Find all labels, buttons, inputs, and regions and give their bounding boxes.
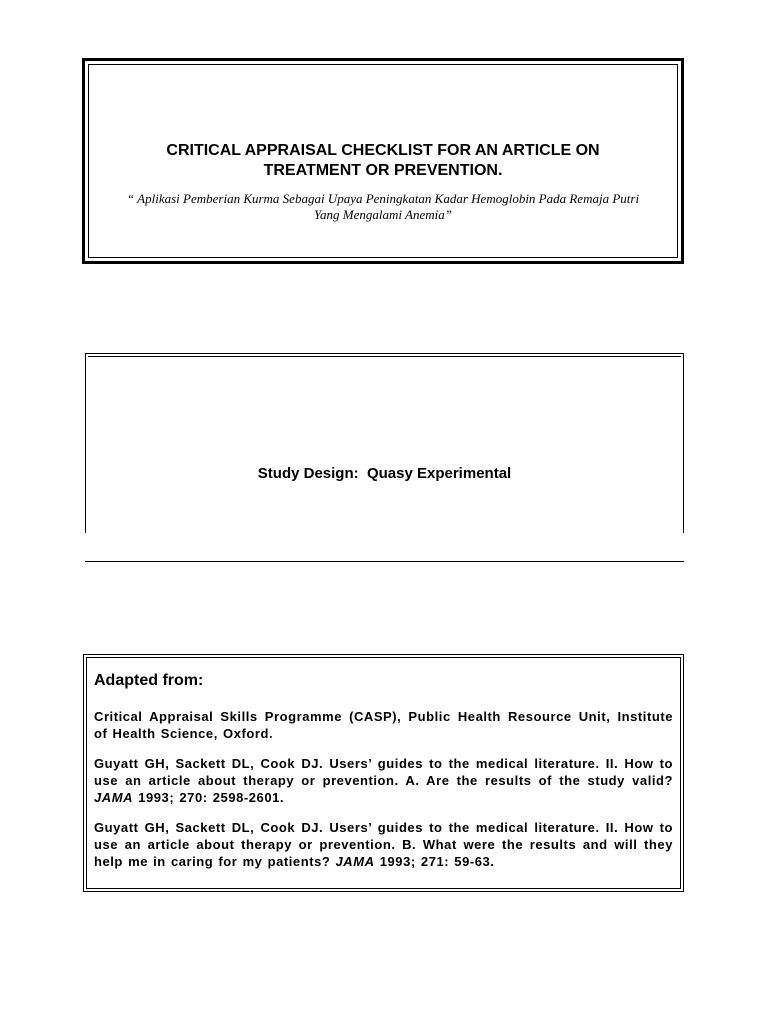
study-design-box [85, 353, 684, 533]
reference-guyatt-part-a [94, 755, 673, 806]
reference-guyatt-part-b [94, 819, 673, 870]
document-title [85, 141, 681, 181]
article-title-line-1: “ Aplikasi Pemberian Kurma Sebagai Upaya Peningkatan Kadar Hemoglobin Pada Remaja Putri [126, 191, 640, 206]
article-title [85, 191, 681, 223]
reference-guyatt-b-citation: 1993; 271: 59-63. [379, 854, 495, 869]
article-title-line-2: Yang Mengalami Anemia” [314, 207, 452, 222]
reference-casp-text: Critical Appraisal Skills Programme (CASP), Public Health Resource Unit, Institute of Health Science, Oxford. [94, 709, 673, 741]
study-design-value: Quasy Experimental [366, 465, 512, 482]
adapted-from-heading: Adapted from: [94, 672, 204, 689]
reference-guyatt-b-text: Guyatt GH, Sackett DL, Cook DJ. Users’ guides to the medical literature. II. How to use an article about therapy or prevention. B. What were the results and will they help me in caring for my patients? [94, 820, 673, 869]
reference-guyatt-a-text: Guyatt GH, Sackett DL, Cook DJ. Users’ guides to the medical literature. II. How to use an article about therapy or prevention. A. Are the results of the study valid? [94, 756, 673, 788]
adapted-from-box [83, 654, 684, 892]
reference-guyatt-a-citation: 1993; 270: 2598-2601. [138, 790, 285, 805]
study-design-box-inner-rule [88, 356, 681, 357]
document-title-line-1: CRITICAL APPRAISAL CHECKLIST FOR AN ARTICLE ON [166, 142, 600, 159]
study-design-bottom-rule [85, 561, 684, 562]
study-design-line [86, 465, 683, 483]
reference-casp [94, 708, 673, 742]
reference-list [94, 708, 673, 883]
study-design-label: Study Design: [257, 465, 359, 482]
document-title-line-2: TREATMENT OR PREVENTION. [263, 162, 503, 179]
reference-guyatt-a-journal: JAMA [94, 790, 134, 805]
reference-guyatt-b-journal: JAMA [335, 854, 375, 869]
title-box [82, 58, 684, 264]
